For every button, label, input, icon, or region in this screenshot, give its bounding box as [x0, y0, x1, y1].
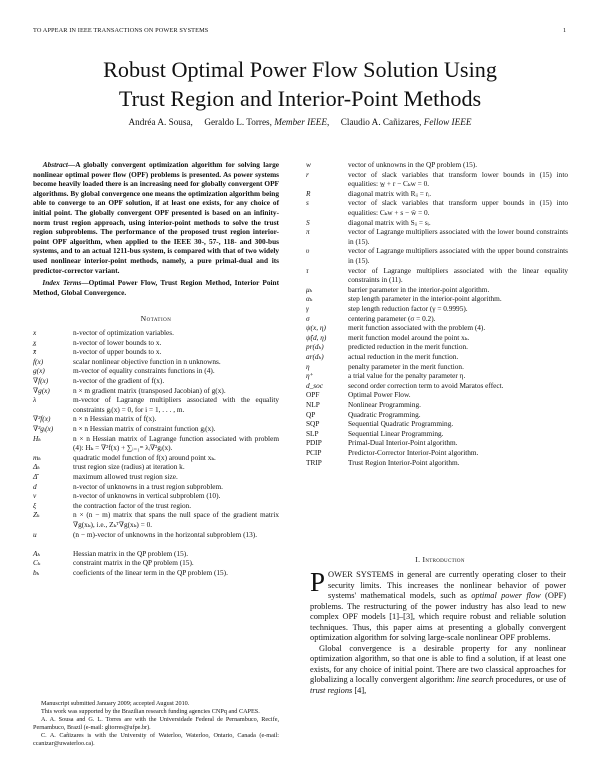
notation-definition: predicted reduction in the merit function.: [348, 342, 468, 352]
paper-title-line-2: Trust Region and Interior-Point Methods: [118, 86, 482, 111]
notation-symbol: SQP: [306, 419, 320, 429]
notation-definition: diagonal matrix with Rᵢᵢ = rᵢ.: [348, 188, 432, 198]
notation-definition: m-vector of Lagrange multipliers associated with the equality constraints gᵢ(x) = 0, for i = 1, . . . , m.: [73, 395, 279, 414]
notation-symbol: Zₖ: [33, 510, 40, 520]
footnote-funding: This work was supported by the Brazilian research funding agencies CNPq and CAPES.: [41, 708, 260, 716]
page-number: 1: [563, 27, 567, 34]
notation-definition: n-vector of unknowns in a trust region subproblem.: [73, 481, 223, 491]
footnote-affiliation-2: C. A. Cañizares is with the University of Waterloo, Waterloo, Ontario, Canada (e-mail: ccanizar@uwaterloo.ca).: [33, 732, 279, 748]
abstract-label: Abstract: [42, 160, 68, 169]
notation-list-left: [33, 328, 279, 700]
intro-paragraph-2: [310, 644, 566, 697]
notation-symbol: x̄: [33, 347, 37, 357]
notation-definition: a trial value for the penalty parameter η.: [348, 371, 466, 381]
notation-definition: n-vector of the gradient of f(x).: [73, 376, 165, 385]
notation-symbol: Hₖ: [33, 433, 41, 443]
notation-symbol: s: [306, 198, 309, 208]
introduction-body: [310, 567, 566, 696]
notation-definition: step length parameter in the interior-point algorithm.: [348, 294, 502, 304]
notation-definition: n-vector of optimization variables.: [73, 328, 174, 337]
notation-symbol: Δₖ: [33, 462, 40, 472]
notation-definition: n-vector of upper bounds to x.: [73, 347, 162, 357]
notation-definition: n × n Hessian matrix of f(x).: [73, 414, 157, 424]
notation-definition: coeficients of the linear term in the QP problem (15).: [73, 568, 228, 577]
notation-definition: n-vector of unknowns in vertical subproblem (10).: [73, 491, 221, 501]
intro-p1-b: (OPF) problems. The restructuring of the power industry has also lead to new complex OPF models [1]–[3], which require robust and reliable solution techniques. Thus, this paper aims at presenting a globally convergent optimization algorithm for solving large-scale nonlinear OPF problems.: [310, 591, 566, 642]
notation-list-right: [306, 160, 568, 550]
notation-definition: step length reduction factor (γ = 0.9995).: [348, 304, 468, 313]
running-header: TO APPEAR IN IEEE TRANSACTIONS ON POWER SYSTEMS: [33, 27, 209, 34]
notation-symbol: ∇g(x): [33, 385, 50, 395]
notation-symbol: mₖ: [33, 452, 41, 462]
notation-definition: the contraction factor of the trust region.: [73, 500, 192, 510]
notation-definition: barrier parameter in the interior-point algorithm.: [348, 284, 490, 294]
notation-symbol: u: [33, 529, 37, 539]
notation-symbol: υ: [306, 246, 310, 256]
author-1: Andréa A. Sousa,: [128, 117, 193, 127]
index-terms: [33, 278, 279, 297]
notation-heading: Notation: [140, 314, 172, 323]
notation-definition: quadratic model function of f(x) around point xₖ.: [73, 452, 216, 462]
notation-symbol: v: [33, 491, 37, 501]
intro-p2-em2: trust regions: [310, 685, 353, 695]
dropcap: P: [310, 567, 326, 597]
notation-definition: vector of Lagrange multipliers associated with the upper bound constraints in (15).: [348, 246, 568, 265]
notation-definition: actual reduction in the merit function.: [348, 352, 459, 361]
notation-definition: scalar nonlinear objective function in n unknowns.: [73, 356, 221, 366]
notation-symbol: g(x): [33, 366, 45, 376]
notation-definition: Primal-Dual Interior-Point algorithm.: [348, 438, 458, 448]
index-terms-text: —Optimal Power Flow, Trust Region Method, Interior Point Method, Global Convergence.: [33, 278, 280, 297]
author-2-role: Member IEEE: [274, 117, 328, 127]
notation-symbol: γ: [306, 304, 309, 313]
notation-definition: penalty parameter in the merit function.: [348, 361, 464, 371]
intro-p2-b: procedures, or use of: [493, 675, 566, 684]
notation-symbol: Aₖ: [33, 548, 41, 558]
notation-symbol: ψ(x, η): [306, 323, 326, 333]
intro-p1-em: optimal power flow: [471, 591, 541, 600]
notation-definition: maximum allowed trust region size.: [73, 472, 178, 481]
notation-definition: n × n Hessian matrix of constraint function gᵢ(x).: [73, 424, 216, 433]
author-3-role: Fellow IEEE: [423, 117, 472, 127]
notation-definition: centering parameter (σ = 0.2).: [348, 313, 436, 323]
notation-symbol: ar(dₖ): [306, 352, 324, 361]
notation-definition: Quadratic Programming.: [348, 409, 421, 419]
notation-definition: Hessian matrix in the QP problem (15).: [73, 548, 189, 558]
notation-symbol: NLP: [306, 400, 320, 409]
notation-symbol: η⁺: [306, 371, 314, 381]
notation-symbol: QP: [306, 409, 316, 419]
notation-definition: merit function model around the point xₖ.: [348, 332, 470, 342]
notation-symbol: ξ: [33, 500, 37, 510]
intro-p2-c: [4],: [352, 685, 367, 695]
notation-symbol: d: [33, 481, 37, 491]
notation-symbol: SLP: [306, 428, 319, 438]
notation-symbol: S: [306, 217, 310, 227]
notation-symbol: x̲: [33, 337, 37, 347]
notation-symbol: f(x): [33, 356, 44, 366]
intro-p1-a: in general are currently operating closer to their security limits. This increases the nonlinear behavior of power systems' mathematical models, such as: [328, 570, 566, 600]
notation-definition: vector of unknowns in the QP problem (15).: [348, 160, 478, 169]
notation-symbol: OPF: [306, 390, 320, 400]
notation-symbol: ∇²f(x): [33, 414, 51, 424]
notation-definition: trust region size (radius) at iteration k.: [73, 462, 185, 472]
notation-symbol: pr(dₖ): [306, 342, 324, 352]
intro-p2-em1: line search: [456, 675, 494, 684]
notation-definition: Optimal Power Flow.: [348, 390, 411, 400]
notation-symbol: PCIP: [306, 448, 322, 457]
notation-definition: Sequential Quadratic Programming.: [348, 419, 454, 429]
footnote-manuscript: Manuscript submitted January 2009; accepted August 2010.: [41, 700, 190, 707]
index-terms-label: Index Terms: [42, 278, 82, 287]
notation-definition: constraint matrix in the QP problem (15).: [73, 558, 194, 568]
intro-p2-a: Global convergence is a desirable property for any nonlinear optimization algorithm, so that one is able to find a solution, if at least one exists, for any choice of initial point. There are two classical approaches for globalizing a locally convergent algorithm:: [310, 643, 566, 684]
notation-symbol: x: [33, 328, 37, 337]
notation-definition: m-vector of equality constraints functions in (4).: [73, 366, 215, 376]
notation-symbol: ∇f(x): [33, 376, 49, 385]
notation-symbol: η: [306, 361, 310, 371]
notation-symbol: d_soc: [306, 380, 324, 390]
notation-symbol: τ: [306, 265, 309, 275]
notation-definition: Predictor-Corrector Interior-Point algorithm.: [348, 448, 479, 457]
footnotes: [33, 700, 279, 749]
notation-definition: n × m gradient matrix (transposed Jacobian) of g(x).: [73, 385, 226, 395]
abstract: [33, 160, 279, 275]
notation-symbol: ψ̂(d, η): [306, 332, 327, 342]
author-list: Andréa A. Sousa, Geraldo L. Torres, Member IEEE, Claudio A. Cañizares, Fellow IEEE: [128, 117, 472, 127]
author-3: Claudio A. Cañizares,: [340, 117, 422, 127]
notation-definition: vector of slack variables that transform upper bounds in (15) into equalities: Cₖw + s − w̄ = 0.: [348, 198, 568, 217]
notation-symbol: r: [306, 169, 309, 179]
notation-symbol: R: [306, 188, 311, 198]
notation-symbol: bₖ: [33, 568, 40, 577]
notation-symbol: λ: [33, 395, 37, 405]
author-2: Geraldo L. Torres,: [204, 117, 272, 127]
notation-symbol: w: [306, 160, 311, 169]
footnote-affiliation-1: A. A. Sousa and G. L. Torres are with the Universidade Federal de Pernambuco, Recife, Pernambuco, Brazil (e-mail: gltorres@ufpe.br).: [33, 716, 279, 732]
abstract-text: —A globally convergent optimization algorithm for solving large nonlinear optimal power flow (OPF) problems is presented. As power systems become heavily loaded there is an increasing need for globally convergent OPF algorithms. By global convergence one means the optimization algorithm being able to converge to an OPF solution, if at least one exists, for any choice of initial point. The globally convergent OPF presented is based on an infinity-norm trust region approach, using interior-point methods to solve the trust region subproblems. The performance of the proposed trust region interior-point OPF algorithm, when applied to the IEEE 30-, 57-, 118- and 300-bus systems, and to an actual 1211-bus system, is compared with that of two widely used nonlinear interior-point methods, namely, a pure primal-dual and its predictor-corrector variant.: [33, 160, 279, 275]
notation-definition: vector of Lagrange multipliers associated with the linear equality constraints in (11).: [348, 265, 568, 285]
notation-symbol: σ: [306, 313, 310, 323]
notation-symbol: αₖ: [306, 294, 313, 304]
section-heading-introduction: I. Introduction: [415, 555, 465, 564]
notation-symbol: Cₖ: [33, 558, 41, 568]
notation-symbol: ∇²gᵢ(x): [33, 424, 54, 433]
intro-paragraph-1: [310, 567, 566, 644]
paper-title-line-1: Robust Optimal Power Flow Solution Using: [103, 57, 497, 82]
notation-definition: merit function associated with the problem (4).: [348, 323, 486, 333]
notation-definition: second order correction term to avoid Maratos effect.: [348, 380, 504, 390]
notation-symbol: PDIP: [306, 438, 322, 448]
notation-definition: vector of Lagrange multipliers associated with the lower bound constraints in (15).: [348, 227, 568, 246]
notation-definition: n × n Hessian matrix of Lagrange function associated with problem (4): Hₖ = ∇²f(x) + ∑ᵢ₌₁ᵐ λᵢ∇²gᵢ(x).: [73, 433, 279, 453]
notation-definition: (n − m)-vector of unknowns in the horizontal subproblem (13).: [73, 529, 258, 539]
notation-definition: n-vector of lower bounds to x.: [73, 337, 162, 347]
notation-definition: Trust Region Interior-Point algorithm.: [348, 457, 460, 467]
notation-definition: Sequential Linear Programming.: [348, 428, 444, 438]
notation-definition: n × (n − m) matrix that spans the null space of the gradient matrix ∇g(xₖ), i.e., Zₖᵀ∇g(xₖ) = 0.: [73, 510, 279, 529]
notation-symbol: Δ̄: [33, 472, 38, 481]
notation-definition: diagonal matrix with Sᵢᵢ = sᵢ.: [348, 217, 431, 227]
notation-definition: vector of slack variables that transform lower bounds in (15) into equalities: w̲ + r − Cₖw = 0.: [348, 169, 568, 189]
intro-caps: OWER SYSTEMS: [328, 570, 394, 579]
notation-symbol: TRIP: [306, 457, 322, 467]
notation-definition: Nonlinear Programming.: [348, 400, 421, 409]
notation-symbol: μₖ: [306, 284, 313, 294]
notation-symbol: π: [306, 227, 310, 237]
